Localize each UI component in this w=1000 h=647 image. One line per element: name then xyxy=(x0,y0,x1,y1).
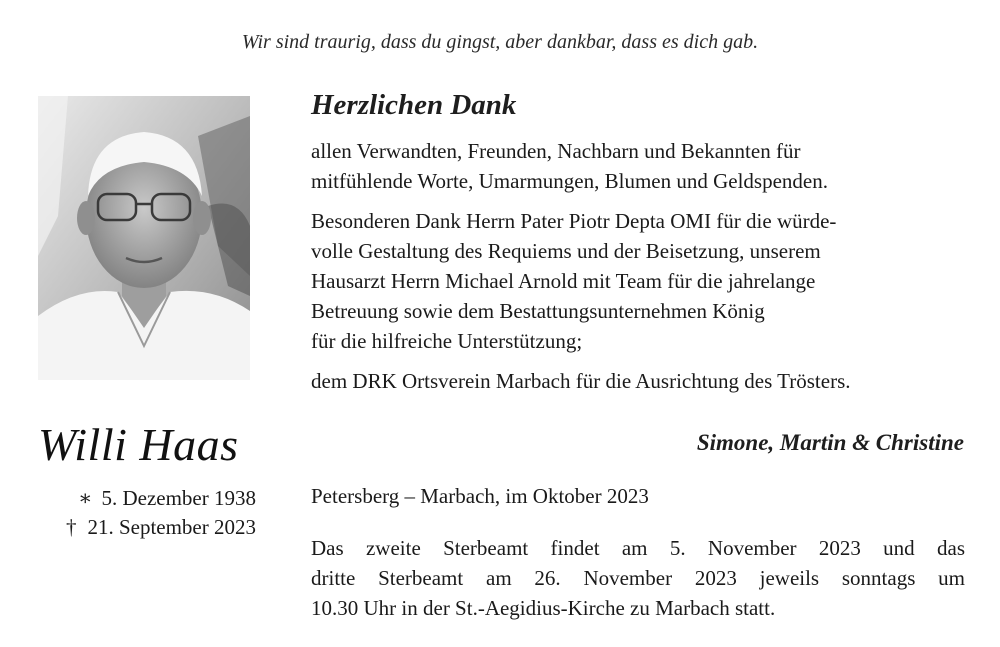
birth-date: 5. Dezember 1938 xyxy=(101,486,256,510)
birth-asterisk-icon: ∗ xyxy=(78,486,93,510)
text-line: allen Verwandten, Freunden, Nachbarn und Bekannten für xyxy=(311,139,801,163)
life-dates xyxy=(34,484,256,542)
notice-line: dritte Sterbeamt am 26. November 2023 jeweils sonntags um xyxy=(311,566,965,590)
deceased-name: Willi Haas xyxy=(38,419,239,470)
text-line: Hausarzt Herrn Michael Arnold mit Team für die jahrelange xyxy=(311,269,816,293)
paragraph-relatives xyxy=(311,136,971,196)
text-line: dem DRK Ortsverein Marbach für die Ausrichtung des Trösters. xyxy=(311,369,851,393)
text-line: Betreuung sowie dem Bestattungsunternehmen König xyxy=(311,299,765,323)
notice-line: Das zweite Sterbeamt findet am 5. November 2023 und das xyxy=(311,536,965,560)
death-line xyxy=(34,513,256,542)
thanks-heading: Herzlichen Dank xyxy=(311,89,517,121)
motto: Wir sind traurig, dass du gingst, aber dankbar, dass es dich gab. xyxy=(241,31,759,53)
paragraph-drk xyxy=(311,366,971,396)
service-notice xyxy=(311,533,965,623)
text-line: mitfühlende Worte, Umarmungen, Blumen und Geldspenden. xyxy=(311,169,828,193)
death-date: 21. September 2023 xyxy=(87,515,256,539)
notice-line: 10.30 Uhr in der St.-Aegidius-Kirche zu Marbach statt. xyxy=(311,596,776,620)
death-cross-icon: † xyxy=(65,515,77,539)
text-line: für die hilfreiche Unterstützung; xyxy=(311,329,583,353)
paragraph-special-thanks xyxy=(311,206,971,356)
text-line: volle Gestaltung des Requiems und der Beisetzung, unserem xyxy=(311,239,821,263)
signature: Simone, Martin & Christine xyxy=(696,430,964,455)
birth-line xyxy=(34,484,256,513)
thanks-text xyxy=(311,84,971,406)
text-line: Besonderen Dank Herrn Pater Piotr Depta OMI für die würde- xyxy=(311,209,837,233)
place-date: Petersberg – Marbach, im Oktober 2023 xyxy=(311,484,649,508)
portrait-photo xyxy=(38,96,250,380)
